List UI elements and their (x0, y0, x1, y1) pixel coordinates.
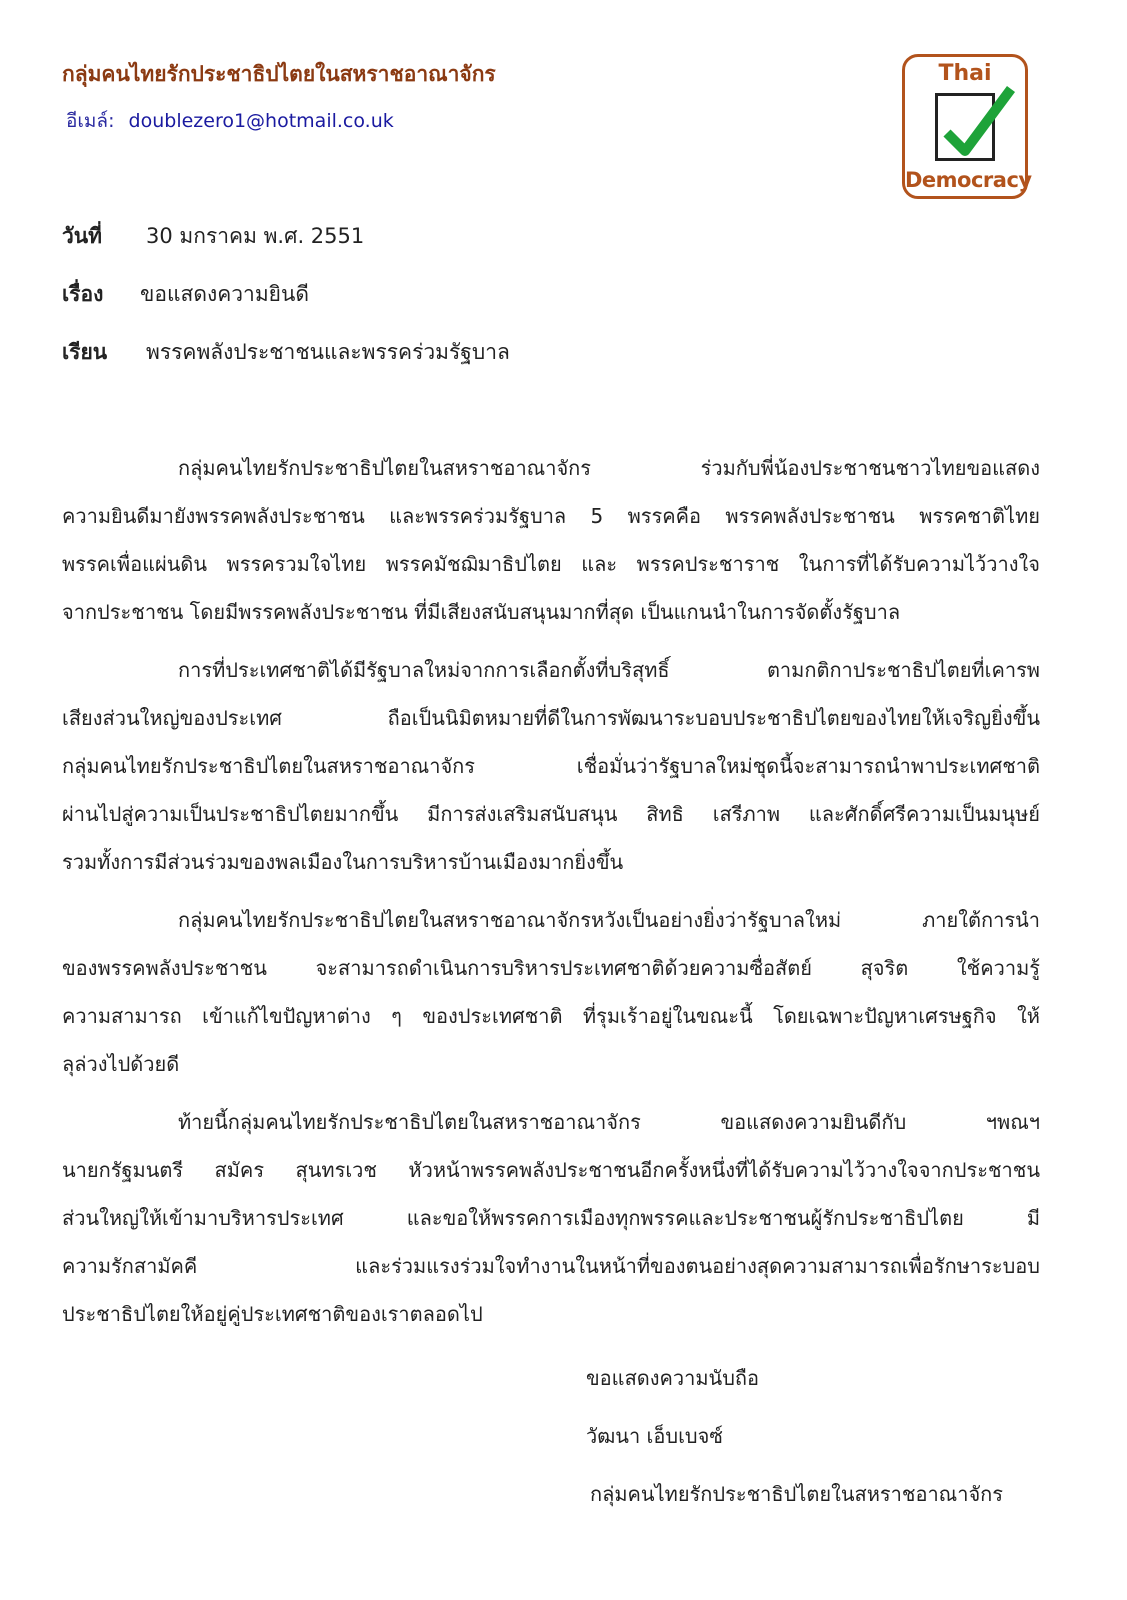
paragraph-line: ผ่านไปสู่ความเป็นประชาธิปไตยมากขึ้น มีการส่งเสริมสนับสนุน สิทธิ เสรีภาพ และศักดิ์ศรีความเป็นมนุษย์ (62, 802, 1040, 826)
subject-value: ขอแสดงความยินดี (140, 282, 309, 306)
paragraph-line: ประชาธิปไตยให้อยู่คู่ประเทศชาติของเราตลอดไป (62, 1302, 483, 1326)
paragraph (62, 652, 1040, 892)
paragraph-line: ท้ายนี้กลุ่มคนไทยรักประชาธิปไตยในสหราชอาณาจักร ขอแสดงความยินดีกับ ฯพณฯ (178, 1110, 1040, 1134)
subject-label: เรื่อง (62, 282, 104, 306)
recipient-row (62, 336, 510, 369)
paragraph-line: ของพรรคพลังประชาชน จะสามารถดำเนินการบริหารประเทศชาติด้วยความซื่อสัตย์ สุจริต ใช้ความรู้ (62, 956, 1040, 980)
email-link[interactable]: doublezero1@hotmail.co.uk (128, 110, 394, 132)
paragraph-line: ลุล่วงไปด้วยดี (62, 1052, 180, 1076)
recipient-label: เรียน (62, 340, 108, 364)
logo-bottom-text: Democracy (905, 168, 1032, 192)
paragraph-line: กลุ่มคนไทยรักประชาธิปไตยในสหราชอาณาจักร ร่วมกับพี่น้องประชาชนชาวไทยขอแสดง (178, 456, 1040, 480)
date-value: 30 มกราคม พ.ศ. 2551 (146, 224, 365, 248)
subject-row (62, 278, 309, 311)
paragraph-line: กลุ่มคนไทยรักประชาธิปไตยในสหราชอาณาจักรหวังเป็นอย่างยิ่งว่ารัฐบาลใหม่ ภายใต้การนำ (178, 908, 1040, 932)
date-row (62, 220, 364, 253)
email-label: อีเมล์: (66, 110, 115, 132)
paragraph-line: การที่ประเทศชาติได้มีรัฐบาลใหม่จากการเลือกตั้งที่บริสุทธิ์ ตามกติกาประชาธิปไตยที่เคารพ (178, 658, 1040, 682)
paragraph-line: ความรักสามัคคี และร่วมแรงร่วมใจทำงานในหน้าที่ของตนอย่างสุดความสามารถเพื่อรักษาระบอบ (62, 1254, 1040, 1278)
thai-democracy-logo (902, 54, 1032, 199)
paragraph-line: ความสามารถ เข้าแก้ไขปัญหาต่าง ๆ ของประเทศชาติ ที่รุมเร้าอยู่ในขณะนี้ โดยเฉพาะปัญหาเศรษฐกิจ ให้ (62, 1004, 1040, 1028)
paragraph-line: พรรคเพื่อแผ่นดิน พรรครวมใจไทย พรรคมัชฌิมาธิปไตย และ พรรคประชาราช ในการที่ได้รับความไว้วางใจ (62, 552, 1040, 576)
paragraph-line: ส่วนใหญ่ให้เข้ามาบริหารประเทศ และขอให้พรรคการเมืองทุกพรรคและประชาชนผู้รักประชาธิปไตย มี (62, 1206, 1040, 1230)
paragraph (62, 450, 1040, 642)
letter-body (62, 450, 1040, 1354)
paragraph-line: ความยินดีมายังพรรคพลังประชาชน และพรรคร่วมรัฐบาล 5 พรรคคือ พรรคพลังประชาชน พรรคชาติไทย (62, 504, 1040, 528)
signatory-name: วัฒนา เอ็บเบจซ์ (586, 1424, 723, 1448)
paragraph-line: รวมทั้งการมีส่วนร่วมของพลเมืองในการบริหารบ้านเมืองมากยิ่งขึ้น (62, 850, 624, 874)
paragraph-line: จากประชาชน โดยมีพรรคพลังประชาชน ที่มีเสียงสนับสนุนมากที่สุด เป็นแกนนำในการจัดตั้งรัฐบาล (62, 600, 901, 624)
paragraph-line: นายกรัฐมนตรี สมัคร สุนทรเวช หัวหน้าพรรคพลังประชาชนอีกครั้งหนึ่งที่ได้รับความไว้วางใจจากประชาชน (62, 1158, 1040, 1182)
organization-heading: กลุ่มคนไทยรักประชาธิปไตยในสหราชอาณาจักร (62, 62, 496, 86)
date-label: วันที่ (62, 224, 102, 248)
signatory-organization: กลุ่มคนไทยรักประชาธิปไตยในสหราชอาณาจักร (590, 1482, 1004, 1506)
paragraph-line: เสียงส่วนใหญ่ของประเทศ ถือเป็นนิมิตหมายที่ดีในการพัฒนาระบอบประชาธิปไตยของไทยให้เจริญยิ่งขึ้น (62, 706, 1040, 730)
paragraph (62, 1104, 1040, 1344)
recipient-value: พรรคพลังประชาชนและพรรคร่วมรัฐบาล (146, 340, 510, 364)
paragraph-line: กลุ่มคนไทยรักประชาธิปไตยในสหราชอาณาจักร เชื่อมั่นว่ารัฐบาลใหม่ชุดนี้จะสามารถนำพาประเทศชาติ (62, 754, 1040, 778)
checkmark-icon (939, 85, 1019, 165)
email-line (66, 106, 394, 136)
paragraph (62, 902, 1040, 1094)
closing-salutation: ขอแสดงความนับถือ (586, 1366, 760, 1390)
logo-top-text: Thai (938, 61, 992, 86)
